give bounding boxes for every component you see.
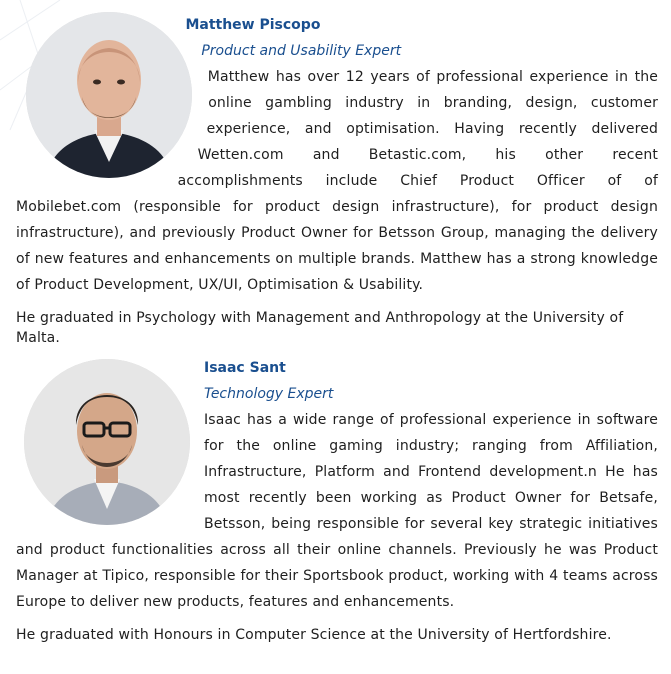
person-bio: Matthew has over 12 years of professional experience in the online gambling industry in branding, design, customer experience, and optimisation. Having recently delivered Wetten.com and Betastic.com, his other recent accomplishments include Chief Product Officer of of Mobilebet.com (responsible for product design infrastructure), for product design infrastructure), and previously Product Owner for Betsson Group, managing the delivery of new features and enhancements on multiple brands. Matthew has a strong knowledge of Product Development, UX/UI, Optimisation & Usability.	[16, 69, 658, 293]
portrait-photo	[24, 359, 190, 525]
avatar	[24, 359, 190, 525]
profile-matthew-piscopo	[16, 12, 658, 348]
person-name: Matthew Piscopo	[185, 17, 321, 33]
avatar	[26, 12, 192, 178]
person-education: He graduated in Psychology with Management and Anthropology at the University of Malta.	[16, 310, 624, 346]
person-role: Technology Expert	[204, 386, 334, 402]
person-role: Product and Usability Expert	[201, 43, 402, 59]
person-bio: Isaac has a wide range of professional experience in software for the online gaming industry; ranging from Affiliation, Infrastructure, Platform and Frontend development.n He has most recently been working as Product Owner for Betsafe, Betsson, being responsible for several key strategic initiatives and product functionalities across all their online channels. Previously he was Product Manager at Tipico, responsible for their Sportsbook product, working with 4 teams across Europe to deliver new products, features and enhancements.	[16, 412, 658, 610]
profile-isaac-sant	[16, 355, 658, 645]
portrait-photo	[26, 12, 192, 178]
person-education: He graduated with Honours in Computer Science at the University of Hertfordshire.	[16, 627, 612, 643]
person-name: Isaac Sant	[204, 360, 286, 376]
